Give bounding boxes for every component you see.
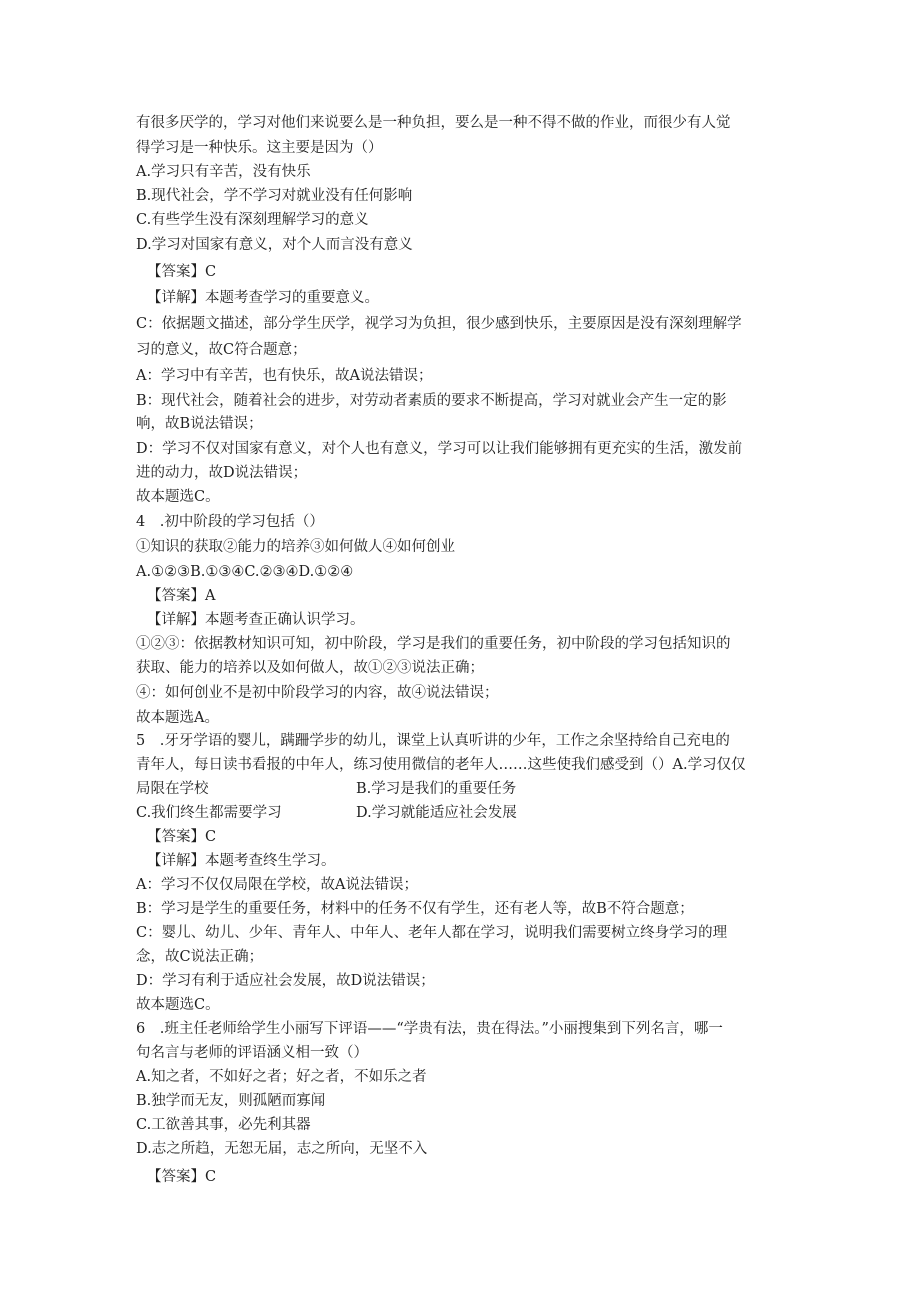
text-line: B：现代社会，随着社会的进步，对劳动者素质的要求不断提高，学习对就业会产生一定的影 xyxy=(136,393,727,409)
answer: 【答案】C xyxy=(147,1169,217,1185)
text-line: C：婴儿、幼儿、少年、青年人、中年人、老年人都在学习，说明我们需要树立终身学习的理 xyxy=(136,925,728,941)
options-row xyxy=(136,803,796,823)
answer: 【答案】A xyxy=(147,588,216,604)
text-line: 响，故B说法错误； xyxy=(136,416,263,432)
option-d: D.学习对国家有意义，对个人而言没有意义 xyxy=(136,237,413,253)
option-b: B.学习是我们的重要任务 xyxy=(356,781,517,797)
text-line: ①知识的获取②能力的培养③如何做人④如何创业 xyxy=(136,539,455,555)
text-line: 句名言与老师的评语涵义相一致（） xyxy=(136,1045,368,1061)
text-line: A：学习不仅仅局限在学校，故A说法错误； xyxy=(136,877,418,893)
explanation-heading: 【详解】本题考查终生学习。 xyxy=(147,853,336,869)
text-line: ①②③：依据教材知识可知，初中阶段，学习是我们的重要任务，初中阶段的学习包括知识的 xyxy=(136,636,731,652)
text-line: 念，故C说法正确； xyxy=(136,949,264,965)
option-c: C.有些学生没有深刻理解学习的意义 xyxy=(136,212,369,228)
text-line: 进的动力，故D说法错误； xyxy=(136,465,308,481)
text-line: 局限在学校 xyxy=(136,781,209,797)
text-line: 有很多厌学的，学习对他们来说要么是一种负担，要么是一种不得不做的作业，而很少有人觉 xyxy=(136,115,731,131)
option-c: C.工欲善其事，必先利其器 xyxy=(136,1117,311,1133)
option-d: D.学习就能适应社会发展 xyxy=(356,805,517,821)
text-line: 青年人，每日读书看报的中年人，练习使用微信的老年人……这些使我们感受到（）A.学习仅仅 xyxy=(136,757,746,773)
explanation-heading: 【详解】本题考查正确认识学习。 xyxy=(147,612,365,628)
conclusion: 故本题选C。 xyxy=(136,997,220,1013)
option-c: C.我们终生都需要学习 xyxy=(136,805,282,821)
question-6: 6 .班主任老师给学生小丽写下评语——“学贵有法，贵在得法。”小丽搜集到下列名言，哪一 xyxy=(136,1021,723,1037)
conclusion: 故本题选C。 xyxy=(136,489,220,505)
conclusion: 故本题选A。 xyxy=(136,710,219,726)
text-line: 获取、能力的培养以及如何做人，故①②③说法正确； xyxy=(136,660,484,676)
text-line: A：学习中有辛苦，也有快乐，故A说法错误； xyxy=(136,368,433,384)
options-line: A.①②③B.①③④C.②③④D.①②④ xyxy=(136,564,354,580)
question-5: 5 .牙牙学语的婴儿，蹒跚学步的幼儿，课堂上认真听讲的少年，工作之余坚持给自己充电的 xyxy=(136,733,730,749)
text-line: C：依据题文描述，部分学生厌学，视学习为负担，很少感到快乐，主要原因是没有深刻理解学 xyxy=(136,316,742,332)
option-a: A.知之者，不如好之者；好之者，不如乐之者 xyxy=(136,1069,427,1085)
answer: 【答案】C xyxy=(147,264,217,280)
text-line: ④：如何创业不是初中阶段学习的内容，故④说法错误； xyxy=(136,685,499,701)
text-line: B：学习是学生的重要任务，材料中的任务不仅有学生，还有老人等，故B不符合题意； xyxy=(136,901,694,917)
question-4: 4 .初中阶段的学习包括（） xyxy=(136,514,324,530)
option-b: B.独学而无友，则孤陋而寡闻 xyxy=(136,1093,326,1109)
option-a: A.学习只有辛苦，没有快乐 xyxy=(136,164,311,180)
text-line: D：学习有利于适应社会发展，故D说法错误； xyxy=(136,973,435,989)
text-line: D：学习不仅对国家有意义，对个人也有意义，学习可以让我们能够拥有更充实的生活，激发前 xyxy=(136,441,743,457)
answer: 【答案】C xyxy=(147,829,217,845)
option-d: D.志之所趋，无恕无届，志之所向，无坚不入 xyxy=(136,1141,428,1157)
text-line: 得学习是一种快乐。这主要是因为（） xyxy=(136,140,383,156)
text-line: 习的意义，故C符合题意； xyxy=(136,342,307,358)
explanation-heading: 【详解】本题考查学习的重要意义。 xyxy=(147,290,379,306)
options-row xyxy=(136,779,796,799)
option-b: B.现代社会，学不学习对就业没有任何影响 xyxy=(136,188,413,204)
